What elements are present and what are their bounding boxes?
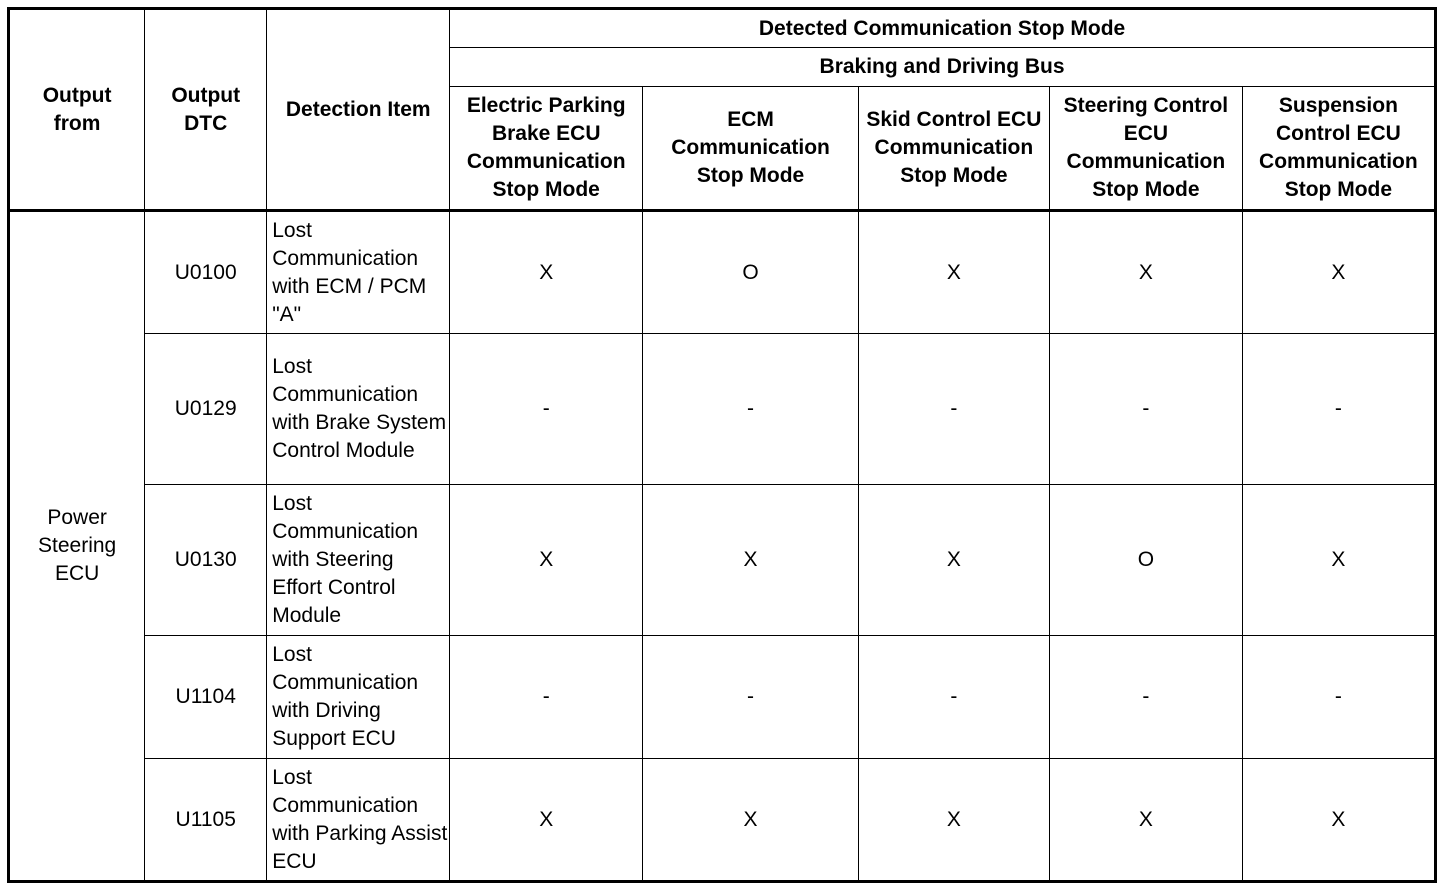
header-braking-and-driving-bus: Braking and Driving Bus	[450, 48, 1436, 87]
dtc-code: U0130	[145, 485, 267, 636]
detection-item: Lost Communication with Brake System Control Module	[267, 334, 450, 485]
mode-value: X	[1242, 759, 1435, 882]
detection-item: Lost Communication with Parking Assist ECU	[267, 759, 450, 882]
detection-item: Lost Communication with ECM / PCM "A"	[267, 211, 450, 334]
mode-value: X	[1049, 759, 1242, 882]
mode-value: -	[1242, 334, 1435, 485]
mode-value: -	[858, 636, 1049, 759]
mode-value: X	[858, 759, 1049, 882]
mode-value: X	[450, 759, 643, 882]
header-output-dtc: Output DTC	[145, 9, 267, 211]
header-output-from: Output from	[9, 9, 145, 211]
dtc-code: U1105	[145, 759, 267, 882]
table-row	[9, 334, 1436, 485]
table-row	[9, 636, 1436, 759]
mode-value: -	[1049, 636, 1242, 759]
dtc-code: U0129	[145, 334, 267, 485]
mode-value: X	[1242, 485, 1435, 636]
mode-value: X	[450, 485, 643, 636]
mode-value: -	[643, 636, 859, 759]
mode-value: X	[1242, 211, 1435, 334]
dtc-table-container	[7, 7, 1437, 883]
mode-value: X	[858, 211, 1049, 334]
dtc-code: U1104	[145, 636, 267, 759]
table-row	[9, 485, 1436, 636]
header-col-ecm: ECM Communication Stop Mode	[643, 87, 859, 211]
mode-value: -	[450, 636, 643, 759]
mode-value: -	[450, 334, 643, 485]
table-row	[9, 759, 1436, 882]
mode-value: O	[1049, 485, 1242, 636]
mode-value: X	[1049, 211, 1242, 334]
dtc-table	[7, 7, 1437, 883]
header-col-suspension: Suspension Control ECU Communication Stop Mode	[1242, 87, 1435, 211]
mode-value: X	[643, 759, 859, 882]
mode-value: -	[643, 334, 859, 485]
header-detection-item: Detection Item	[267, 9, 450, 211]
mode-value: O	[643, 211, 859, 334]
mode-value: -	[858, 334, 1049, 485]
header-detected-communication-stop-mode: Detected Communication Stop Mode	[450, 9, 1436, 48]
mode-value: X	[643, 485, 859, 636]
mode-value: X	[450, 211, 643, 334]
output-from-cell: Power Steering ECU	[9, 211, 145, 882]
header-col-skid: Skid Control ECU Communication Stop Mode	[858, 87, 1049, 211]
header-col-epb: Electric Parking Brake ECU Communication Stop Mode	[450, 87, 643, 211]
detection-item: Lost Communication with Driving Support ECU	[267, 636, 450, 759]
table-row	[9, 211, 1436, 334]
dtc-code: U0100	[145, 211, 267, 334]
mode-value: -	[1242, 636, 1435, 759]
header-col-steering: Steering Control ECU Communication Stop Mode	[1049, 87, 1242, 211]
detection-item: Lost Communication with Steering Effort Control Module	[267, 485, 450, 636]
mode-value: -	[1049, 334, 1242, 485]
mode-value: X	[858, 485, 1049, 636]
